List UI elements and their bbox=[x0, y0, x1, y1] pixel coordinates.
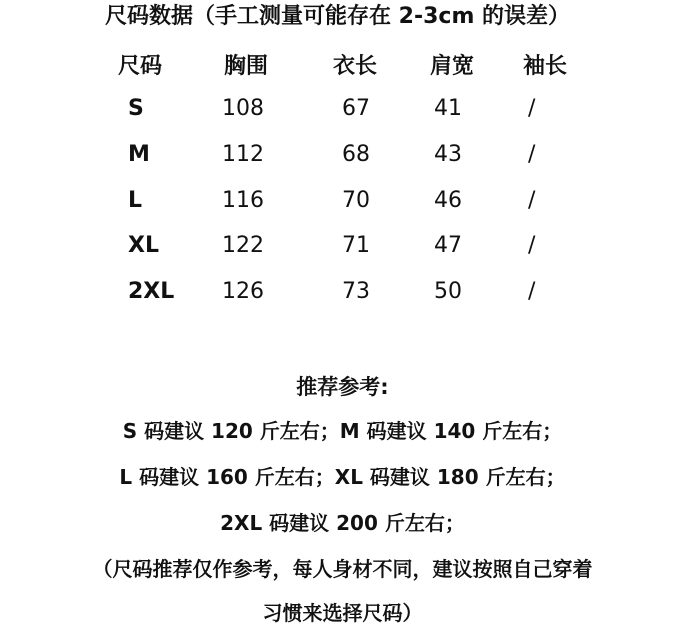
recommend-line: L 码建议 160 斤左右；XL 码建议 180 斤左右； bbox=[119, 465, 566, 489]
row-xl-sleeve: / bbox=[528, 233, 536, 258]
row-xl-length: 71 bbox=[342, 233, 370, 258]
header-chest: 胸围 bbox=[224, 54, 269, 79]
row-s-shoulder: 41 bbox=[434, 96, 462, 121]
header-size: 尺码 bbox=[118, 54, 163, 79]
row-s-length: 67 bbox=[342, 96, 370, 121]
row-m-length: 68 bbox=[342, 142, 370, 167]
recommend-title: 推荐参考: bbox=[296, 375, 389, 399]
row-s-sleeve: / bbox=[528, 96, 536, 121]
header-shoulder: 肩宽 bbox=[430, 54, 475, 79]
recommend-line: S 码建议 120 斤左右；M 码建议 140 斤左右； bbox=[122, 419, 563, 443]
row-m-sleeve: / bbox=[528, 142, 536, 167]
row-s-chest: 108 bbox=[222, 96, 264, 121]
row-2xl-chest: 126 bbox=[222, 279, 264, 304]
header-length: 衣长 bbox=[333, 54, 378, 79]
header-sleeve: 袖长 bbox=[523, 54, 568, 79]
recommend-note: 习惯来选择尺码） bbox=[262, 601, 423, 625]
row-l-shoulder: 46 bbox=[434, 188, 462, 213]
row-2xl-length: 73 bbox=[342, 279, 370, 304]
row-l-chest: 116 bbox=[222, 188, 264, 213]
recommend-line: 2XL 码建议 200 斤左右； bbox=[220, 511, 465, 535]
row-m-size: M bbox=[128, 142, 150, 167]
row-2xl-sleeve: / bbox=[528, 279, 536, 304]
row-s-size: S bbox=[128, 96, 144, 121]
row-xl-size: XL bbox=[128, 233, 159, 258]
row-m-chest: 112 bbox=[222, 142, 264, 167]
recommend-note: （尺码推荐仅作参考，每人身材不同，建议按照自己穿着 bbox=[92, 557, 593, 581]
row-2xl-shoulder: 50 bbox=[434, 279, 462, 304]
row-m-shoulder: 43 bbox=[434, 142, 462, 167]
row-l-sleeve: / bbox=[528, 188, 536, 213]
page-title: 尺码数据（手工测量可能存在 2-3cm 的误差） bbox=[105, 4, 571, 29]
row-xl-shoulder: 47 bbox=[434, 233, 462, 258]
row-2xl-size: 2XL bbox=[128, 279, 175, 304]
row-l-size: L bbox=[128, 188, 143, 213]
row-l-length: 70 bbox=[342, 188, 370, 213]
row-xl-chest: 122 bbox=[222, 233, 264, 258]
